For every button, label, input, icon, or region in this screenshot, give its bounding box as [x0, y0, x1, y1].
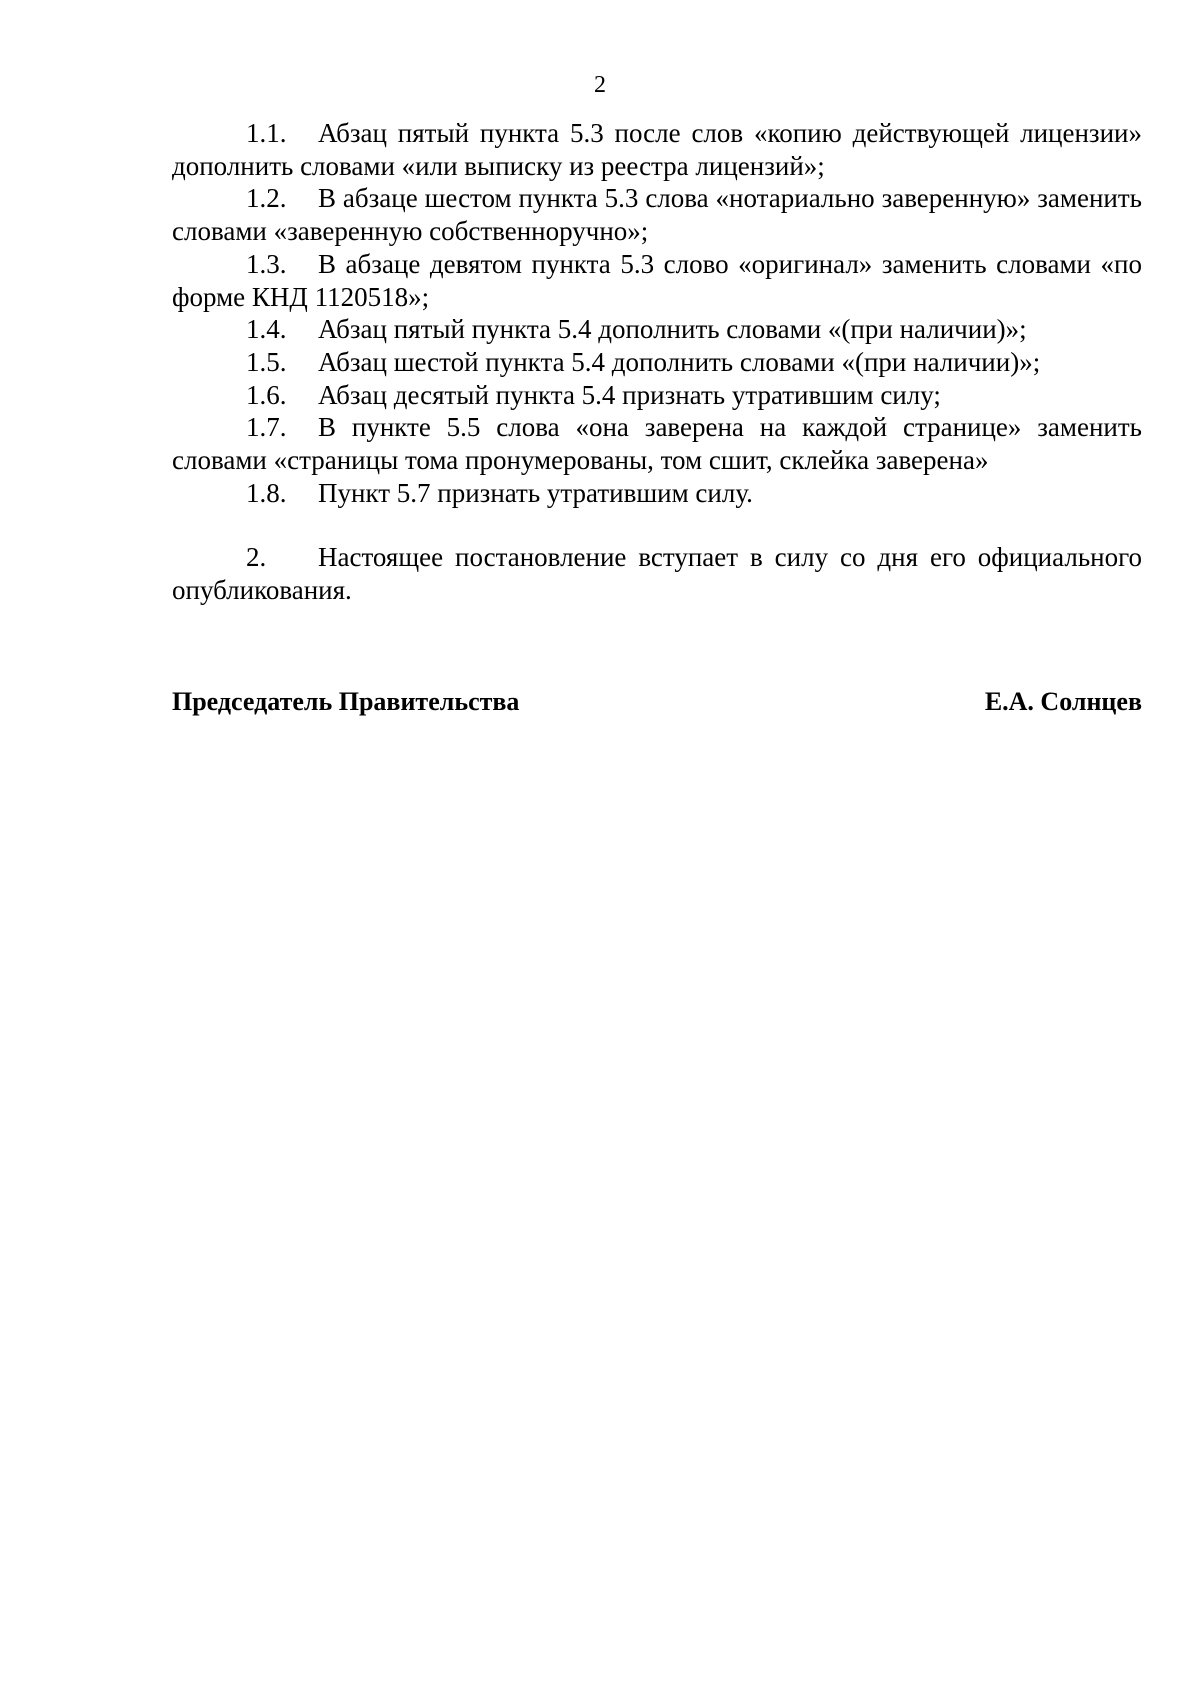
signature-block	[172, 686, 1142, 718]
clause-2	[172, 541, 1142, 606]
list-item-1-7	[172, 411, 1142, 476]
list-item-1-6	[172, 379, 1142, 412]
item-text: Абзац шестой пункта 5.4 дополнить словами «(при наличии)»;	[318, 346, 1041, 377]
item-number: 1.1.	[246, 118, 287, 148]
item-text: Абзац пятый пункта 5.4 дополнить словами «(при наличии)»;	[318, 314, 1027, 345]
clause-number: 2.	[246, 542, 267, 573]
document-body	[172, 117, 1142, 607]
item-number: 1.7.	[246, 412, 287, 443]
item-number: 1.6.	[246, 379, 287, 410]
signatory-name: Е.А. Солнцев	[984, 687, 1142, 716]
item-text: В абзаце девятом пункта 5.3 слово «оригинал» заменить словами «по форме КНД 1120518»;	[172, 248, 1142, 312]
item-text: Абзац пятый пункта 5.3 после слов «копию действующей лицензии» дополнить словами «или выписку из реестра лицензий»;	[172, 118, 1142, 181]
clause-text: Настоящее постановление вступает в силу со дня его официального опубликования.	[172, 542, 1142, 606]
list-item-1-1	[172, 117, 1142, 182]
page-number: 2	[594, 72, 606, 98]
paragraph-spacer	[172, 509, 1142, 541]
list-item-1-3	[172, 248, 1142, 313]
item-text: В абзаце шестом пункта 5.3 слова «нотариально заверенную» заменить словами «заверенную собственноручно»;	[172, 183, 1142, 247]
signatory-position: Председатель Правительства	[172, 687, 520, 716]
list-item-1-8	[172, 477, 1142, 510]
item-text: Абзац десятый пункта 5.4 признать утратившим силу;	[318, 379, 941, 410]
item-number: 1.3.	[246, 248, 287, 279]
list-item-1-5	[172, 346, 1142, 379]
item-number: 1.2.	[246, 183, 287, 214]
item-number: 1.5.	[246, 346, 287, 377]
list-item-1-2	[172, 182, 1142, 247]
item-number: 1.8.	[246, 477, 287, 508]
item-number: 1.4.	[246, 314, 287, 345]
item-text: Пункт 5.7 признать утратившим силу.	[318, 477, 753, 508]
item-text: В пункте 5.5 слова «она заверена на каждой странице» заменить словами «страницы тома пронумерованы, том сшит, склейка заверена»	[172, 412, 1142, 476]
list-item-1-4	[172, 313, 1142, 346]
